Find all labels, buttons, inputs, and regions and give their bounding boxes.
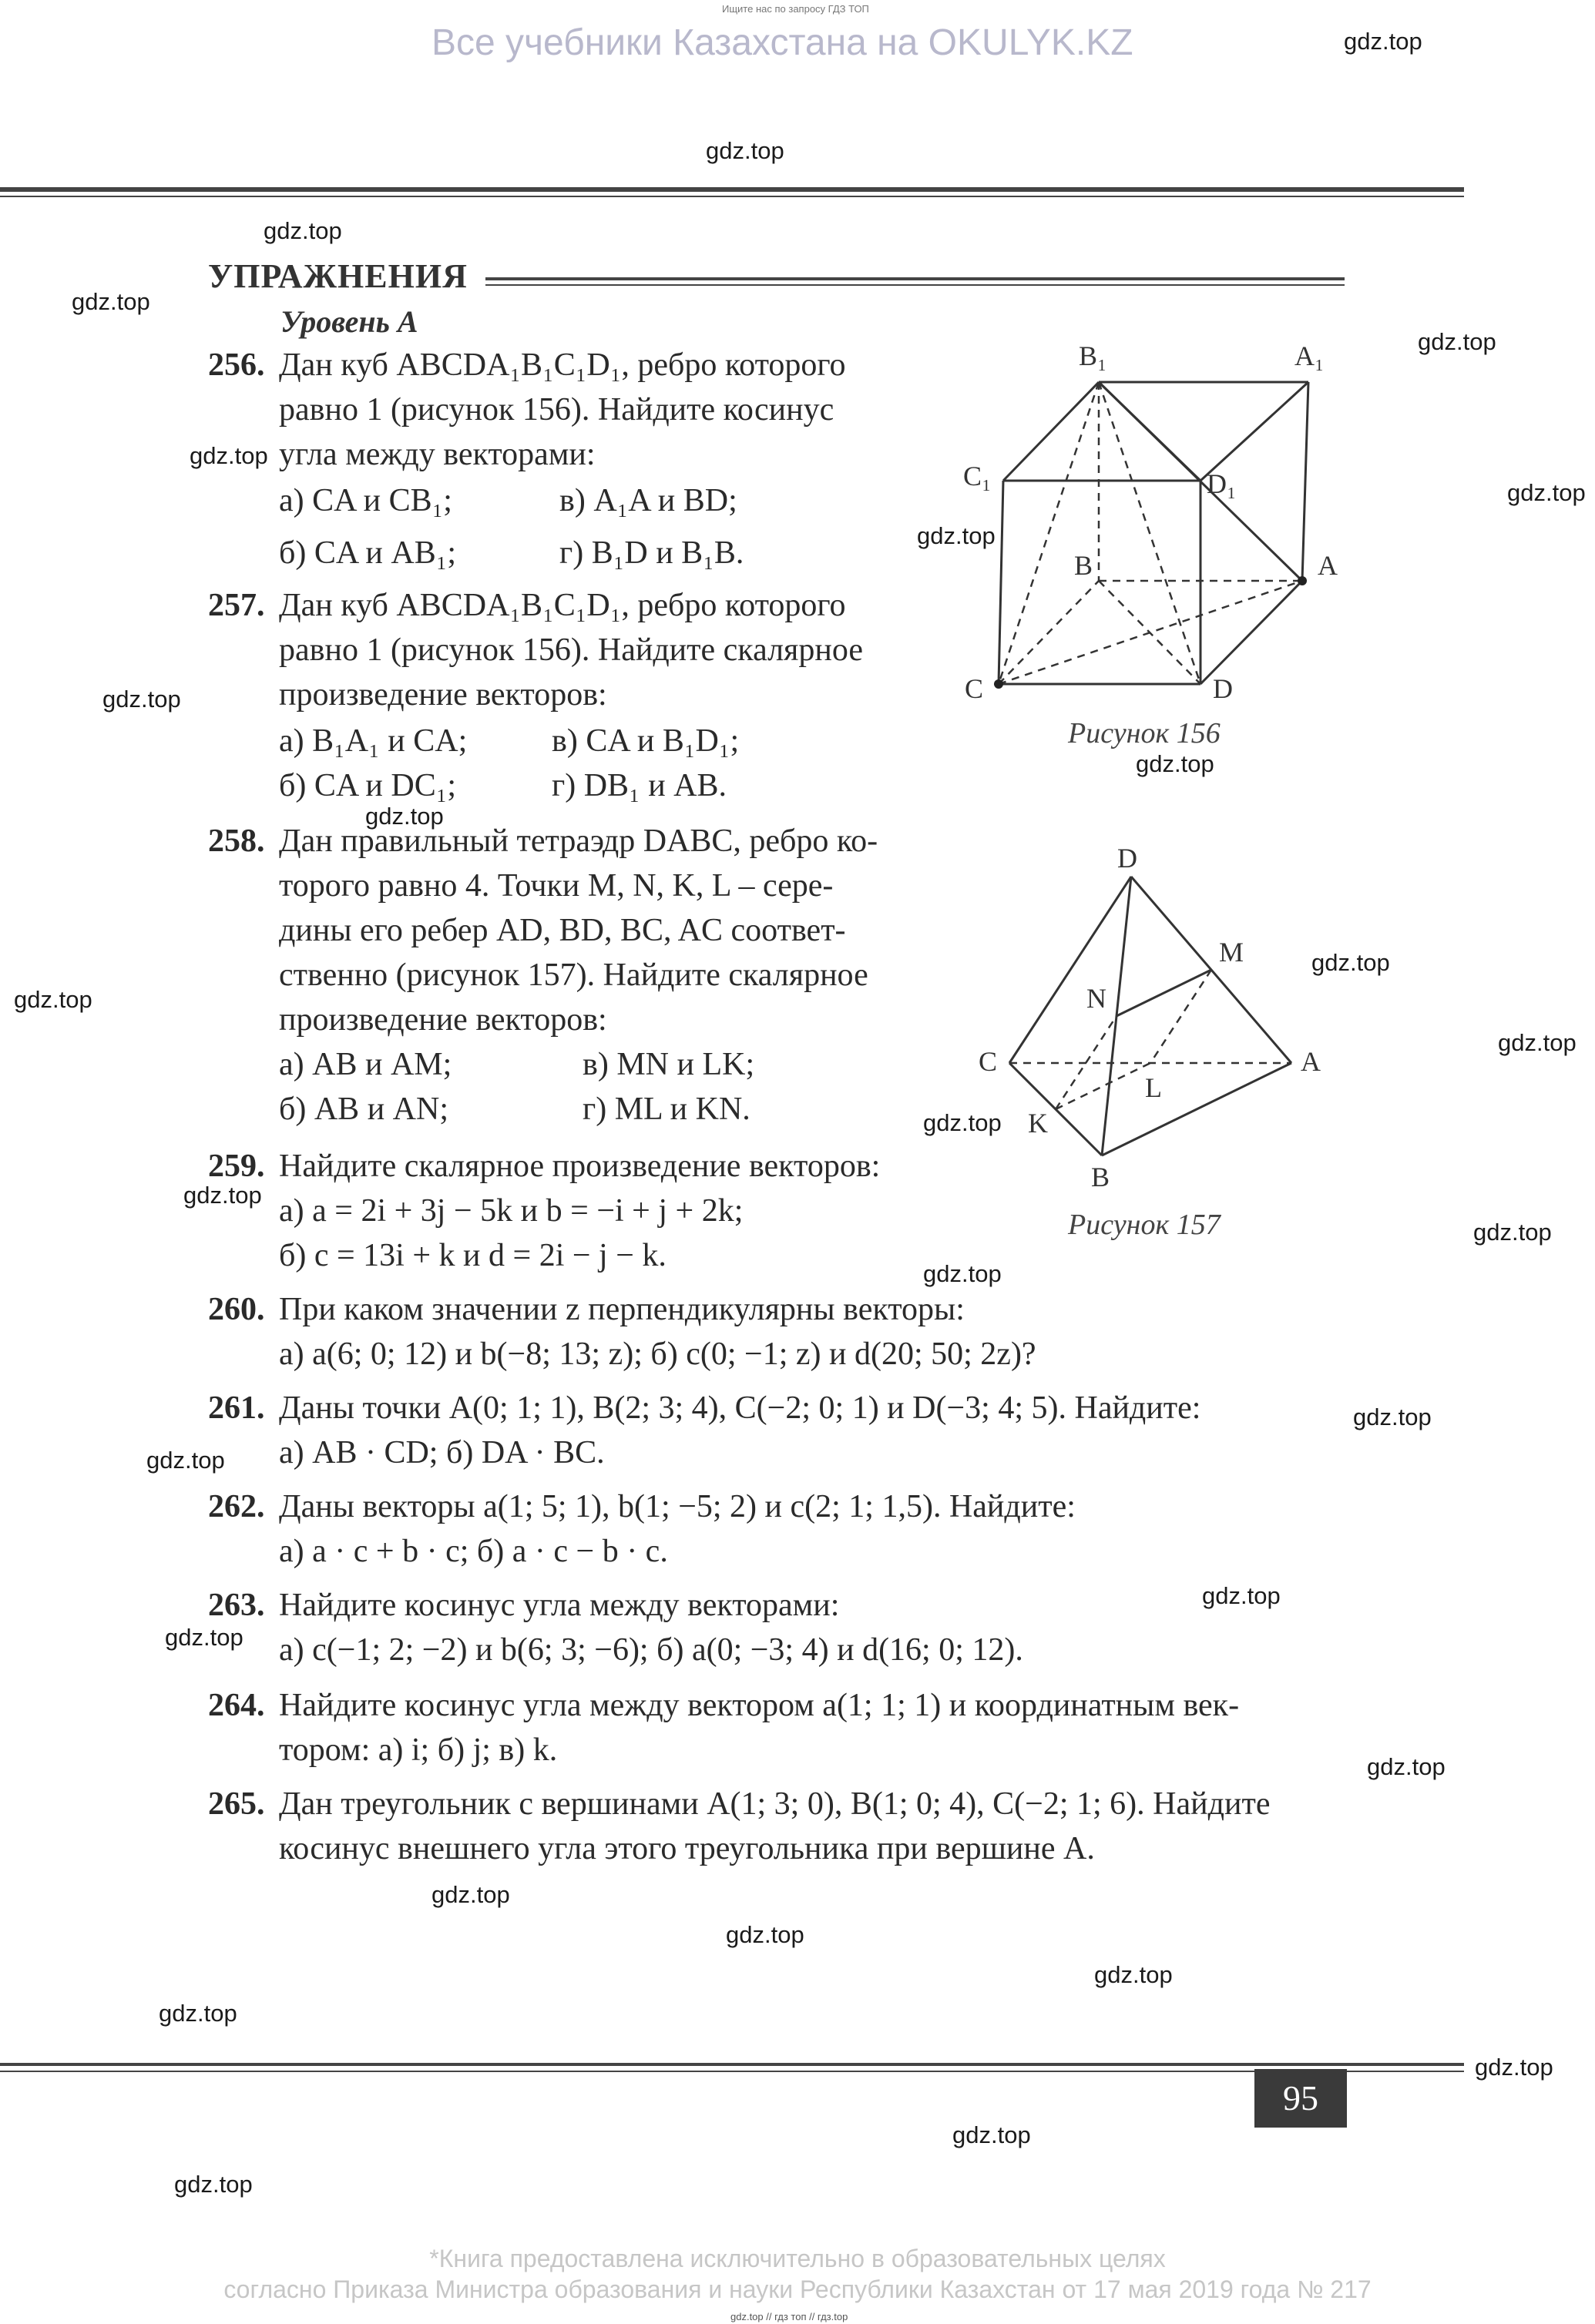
exercise-259-line1: Найдите скалярное произведение векторов: [279, 1149, 881, 1184]
cube-edge-c1c [999, 481, 1003, 684]
watermark[interactable]: gdz.top [923, 1109, 1002, 1136]
site-banner[interactable]: Все учебники Казахстана на OKULYK.KZ [431, 22, 1133, 63]
top-rule-thick [0, 187, 1464, 192]
exercise-262-line1: Даны векторы a(1; 5; 1), b(1; −5; 2) и c(2; 1; 1,5). Найдите: [279, 1489, 1076, 1524]
exercise-261-line1: Даны точки A(0; 1; 1), B(2; 3; 4), C(−2; 0; 1) и D(−3; 4; 5). Найдите: [279, 1390, 1201, 1426]
watermark[interactable]: gdz.top [1475, 2054, 1553, 2081]
cube-label-a1: A₁ [1294, 340, 1325, 371]
watermark[interactable]: gdz.top [14, 986, 92, 1013]
exercise-262-number: 262. [208, 1489, 265, 1524]
exercise-257-number: 257. [208, 588, 265, 623]
watermark[interactable]: gdz.top [174, 2171, 253, 2198]
exercise-258-line2: торого равно 4. Точки M, N, K, L – сере- [279, 868, 834, 904]
exercise-263-line1: Найдите косинус угла между векторами: [279, 1588, 840, 1623]
watermark[interactable]: gdz.top [726, 1921, 804, 1948]
cube-label-c: C [965, 673, 984, 704]
watermark[interactable]: gdz.top [923, 1260, 1002, 1287]
exercise-258-a: а) AB и AM; [279, 1047, 452, 1082]
exercise-260-line1: При каком значении z перпендикулярны векторы: [279, 1292, 965, 1327]
cube-label-c1: C₁ [963, 461, 992, 491]
bottom-rule-thick [0, 2063, 1464, 2066]
footer-tiny-note: gdz.top // гдз топ // гдз.top [730, 2311, 848, 2322]
exercise-258-b: б) AB и AN; [279, 1092, 449, 1127]
footer-line-2: согласно Приказа Министра образования и науки Республики Казахстан от 17 мая 2019 года № 217 [223, 2275, 1372, 2303]
watermark[interactable]: gdz.top [165, 1624, 243, 1651]
watermark[interactable]: gdz.top [183, 1182, 262, 1209]
exercise-265-line2: косинус внешнего угла этого треугольника при вершине A. [279, 1831, 1095, 1866]
exercise-261-a: а) AB · CD; б) DA · BC. [279, 1435, 605, 1471]
cube-point-a [1298, 576, 1307, 585]
figure-156-cube [963, 331, 1364, 724]
tetra-label-d: D [1117, 843, 1137, 874]
watermark[interactable]: gdz.top [431, 1881, 510, 1908]
watermark[interactable]: gdz.top [190, 442, 268, 469]
exercise-264-number: 264. [208, 1688, 265, 1723]
watermark[interactable]: gdz.top [1473, 1219, 1552, 1246]
figure-157-caption: Рисунок 157 [1068, 1209, 1221, 1241]
tetra-label-c: C [979, 1046, 998, 1077]
exercise-263-number: 263. [208, 1588, 265, 1623]
watermark[interactable]: gdz.top [72, 288, 150, 315]
exercise-256-d: г) B₁D и B₁B. [559, 535, 744, 571]
tetra-label-n: N [1086, 983, 1106, 1014]
tetra-edge-dc [1009, 877, 1131, 1063]
exercise-256-b: б) CA и AB₁; [279, 535, 457, 571]
exercise-259-a: а) a = 2i + 3j − 5k и b = −i + j + 2k; [279, 1193, 744, 1229]
watermark[interactable]: gdz.top [102, 686, 181, 713]
watermark[interactable]: gdz.top [1507, 479, 1586, 506]
watermark[interactable]: gdz.top [1353, 1403, 1432, 1430]
exercise-257-a: а) B₁A₁ и CA; [279, 723, 468, 759]
exercise-258-line1: Дан правильный тетраэдр DABC, ребро ко- [279, 823, 878, 859]
exercise-257-line2: равно 1 (рисунок 156). Найдите скалярное [279, 632, 863, 668]
section-title-rule-1 [485, 277, 1345, 280]
exercise-256-c: в) A₁A и BD; [559, 483, 737, 518]
watermark[interactable]: gdz.top [706, 137, 784, 164]
cube-label-a: A [1318, 550, 1338, 581]
cube-label-d: D [1213, 673, 1233, 704]
watermark[interactable]: gdz.top [264, 217, 342, 244]
exercise-256-line2: равно 1 (рисунок 156). Найдите косинус [279, 392, 834, 428]
exercise-258-line5: произведение векторов: [279, 1002, 607, 1038]
watermark[interactable]: gdz.top [365, 803, 444, 830]
cube-hidden-b1d [1099, 382, 1200, 684]
watermark[interactable]: gdz.top [1367, 1753, 1446, 1780]
exercise-262-a: а) a · c + b · c; б) a · c − b · c. [279, 1534, 668, 1569]
cube-label-d1: D₁ [1207, 468, 1237, 499]
page-number: 95 [1254, 2069, 1347, 2128]
cube-hidden-cb [999, 581, 1099, 684]
exercise-258-number: 258. [208, 823, 265, 859]
figure-157-tetrahedron [971, 840, 1341, 1202]
exercise-263-a: а) c(−1; 2; −2) и b(6; 3; −6); б) a(0; −3; 4) и d(16; 0; 12). [279, 1632, 1023, 1668]
watermark[interactable]: gdz.top [952, 2121, 1031, 2148]
tetra-label-a: A [1301, 1046, 1321, 1077]
watermark[interactable]: gdz.top [146, 1447, 225, 1474]
exercise-265-line1: Дан треугольник с вершинами A(1; 3; 0), B(1; 0; 4), C(−2; 1; 6). Найдите [279, 1786, 1271, 1822]
cube-hidden-b1c [999, 382, 1099, 684]
tetra-label-k: K [1028, 1108, 1048, 1139]
exercise-258-d: г) ML и KN. [583, 1092, 750, 1127]
level-heading: Уровень А [280, 304, 418, 339]
bottom-rule-thin [0, 2071, 1464, 2072]
footer-line-1: *Книга предоставлена исключительно в образовательных целях [429, 2245, 1166, 2272]
exercise-264-line1: Найдите косинус угла между вектором a(1; 1; 1) и координатным век- [279, 1688, 1240, 1723]
tetra-hidden-kl [1056, 1063, 1150, 1109]
exercise-265-number: 265. [208, 1786, 265, 1822]
watermark[interactable]: gdz.top [1202, 1582, 1281, 1609]
cube-edge-a1d1 [1200, 382, 1308, 481]
watermark[interactable]: gdz.top [159, 2000, 237, 2027]
top-rule-thin [0, 196, 1464, 197]
watermark[interactable]: gdz.top [1094, 1961, 1173, 1988]
exercise-257-line1: Дан куб ABCDA₁B₁C₁D₁, ребро которого [279, 588, 846, 623]
exercise-264-line2: тором: а) i; б) j; в) k. [279, 1732, 558, 1768]
cube-label-b1: B₁ [1079, 340, 1107, 371]
exercise-259-number: 259. [208, 1149, 265, 1184]
exercise-257-b: б) CA и DC₁; [279, 768, 457, 803]
exercise-257-d: г) DB₁ и AB. [552, 768, 727, 803]
exercise-258-c: в) MN и LK; [583, 1047, 755, 1082]
cube-edge-a1a [1302, 382, 1308, 581]
cube-point-c [994, 679, 1003, 689]
tetra-seg-nm [1116, 970, 1211, 1016]
watermark[interactable]: gdz.top [1311, 949, 1390, 976]
tetra-label-b: B [1091, 1162, 1110, 1192]
watermark[interactable]: gdz.top [1344, 28, 1422, 55]
exercise-257-c: в) CA и B₁D₁; [552, 723, 740, 759]
tetra-edge-ba [1102, 1063, 1291, 1155]
tetra-label-m: M [1219, 937, 1244, 967]
exercise-256-number: 256. [208, 347, 265, 383]
exercise-260-number: 260. [208, 1292, 265, 1327]
tetra-label-l: L [1145, 1072, 1162, 1103]
watermark[interactable]: gdz.top [1498, 1029, 1577, 1056]
cube-edge-da [1200, 581, 1302, 684]
cube-label-b: B [1074, 550, 1093, 581]
cube-hidden-bd [1099, 581, 1200, 684]
exercise-260-a: а) a(6; 0; 12) и b(−8; 13; z); б) c(0; −1; z) и d(20; 50; 2z)? [279, 1336, 1036, 1372]
watermark[interactable]: gdz.top [1136, 750, 1214, 777]
figure-156-caption: Рисунок 156 [1068, 717, 1221, 750]
watermark[interactable]: gdz.top [917, 522, 996, 549]
exercise-256-a: а) CA и CB₁; [279, 483, 452, 518]
exercise-259-b: б) c = 13i + k и d = 2i − j − k. [279, 1238, 667, 1273]
section-title-rule-2 [485, 284, 1345, 286]
section-title: УПРАЖНЕНИЯ [208, 257, 468, 295]
exercise-256-line1: Дан куб ABCDA₁B₁C₁D₁, ребро которого [279, 347, 846, 383]
cube-edge-b1c1 [1003, 382, 1099, 481]
header-small-note: Ищите нас по запросу ГДЗ ТОП [722, 3, 869, 15]
exercise-258-line3: дины его ребер AD, BD, BC, AC соответ- [279, 913, 846, 948]
exercise-261-number: 261. [208, 1390, 265, 1426]
exercise-256-line3: угла между векторами: [279, 437, 596, 472]
watermark[interactable]: gdz.top [1418, 328, 1496, 355]
exercise-258-line4: ственно (рисунок 157). Найдите скалярное [279, 957, 868, 993]
exercise-257-line3: произведение векторов: [279, 677, 607, 713]
